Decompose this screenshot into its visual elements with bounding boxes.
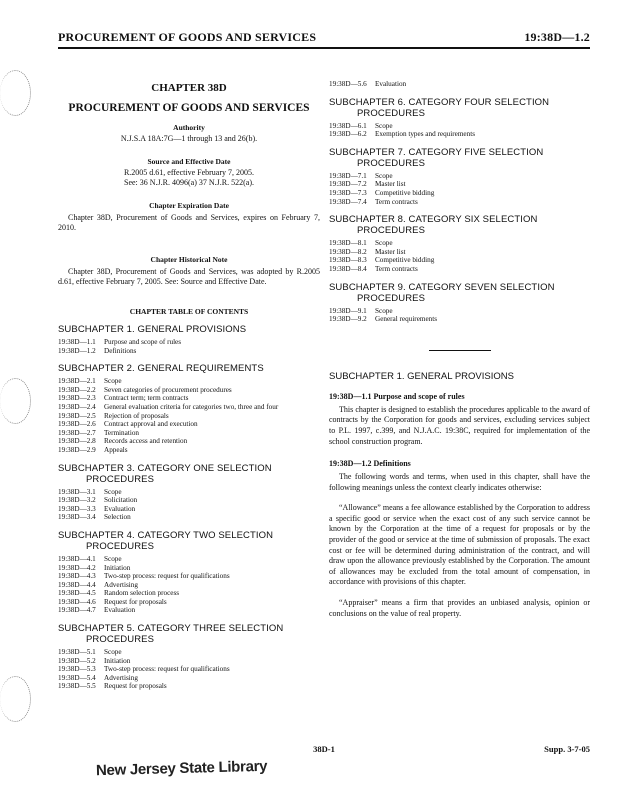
toc-subchapter-title: SUBCHAPTER 3. CATEGORY ONE SELECTION	[58, 462, 272, 474]
toc-entry-title: Exemption types and requirements	[375, 130, 476, 139]
toc-entry-number: 19:38D—4.1	[58, 554, 96, 563]
toc-entry-number: 19:38D—8.3	[329, 256, 367, 265]
toc-entry-number: 19:38D—5.3	[58, 665, 96, 674]
toc-subchapter-heading	[329, 282, 590, 304]
toc-subchapter-title: SUBCHAPTER 6. CATEGORY FOUR SELECTION	[329, 96, 550, 108]
rule-1-text: This chapter is designed to establish the procedures applicable to the award of contracts by the Corporation for goods and services, excluding services subject to P.L. 1997, c.399, and N.J.A.C. 19:38C, required for implementation of the school construction program.	[329, 404, 590, 446]
definition-allowance: “Allowance” means a fee allowance established by the Corporation to address a specific good or service when the exact cost of any such service cannot be known by the Corporation at the time of a request for proposals or by the provider of the good or service at the time of submission of proposals. The exact cost or fee will be determined during administration of the contract, and will draw upon the allowance previously established by the Corporation. The amount of allowances may be excluded from the total amount of compensation, in accordance with provisions of this chapter.	[329, 503, 590, 587]
toc-subchapter-title: SUBCHAPTER 9. CATEGORY SEVEN SELECTION	[329, 281, 555, 293]
authority-heading: Authority	[173, 123, 205, 132]
toc-entry	[58, 682, 320, 691]
toc-entry-number: 19:38D—4.4	[58, 580, 96, 589]
toc-entry	[58, 496, 320, 505]
toc-entry-title: Master list	[375, 247, 406, 256]
toc-entry-number: 19:38D—2.9	[58, 445, 96, 454]
toc-subchapter-title: SUBCHAPTER 8. CATEGORY SIX SELECTION	[329, 214, 538, 226]
header-rule	[58, 47, 590, 49]
toc-entry-number: 19:38D—3.4	[58, 513, 96, 522]
toc-entry-number: 19:38D—4.5	[58, 589, 96, 598]
toc-entry-number: 19:38D—4.7	[58, 606, 96, 615]
toc-entry-title: Solicitation	[104, 496, 138, 505]
toc-entry-number: 19:38D—6.2	[329, 130, 367, 139]
toc-entry	[58, 403, 320, 412]
toc-subchapter-title: SUBCHAPTER 4. CATEGORY TWO SELECTION	[58, 529, 274, 541]
toc-entry	[58, 674, 320, 683]
toc-entry-title: Contract approval and execution	[104, 420, 198, 429]
toc-entry	[58, 589, 320, 598]
toc-entry	[58, 648, 320, 657]
header-title: PROCUREMENT OF GOODS AND SERVICES	[58, 30, 317, 44]
toc-subchapter-heading	[58, 363, 320, 374]
toc-entry	[329, 198, 590, 207]
toc-entry-title: Appeals	[104, 445, 128, 454]
toc-entry-title: Records access and retention	[104, 437, 188, 446]
toc-subchapter-title: SUBCHAPTER 5. CATEGORY THREE SELECTION	[58, 623, 284, 635]
running-header	[58, 30, 590, 45]
toc-entry	[58, 572, 320, 581]
expiration-text: Chapter 38D, Procurement of Goods and Services, expires on February 7, 2010.	[58, 213, 320, 232]
toc-entry-title: Master list	[375, 180, 406, 189]
toc-entry	[58, 665, 320, 674]
toc-entry-number: 19:38D—8.1	[329, 239, 367, 248]
toc-entry-number: 19:38D—9.2	[329, 315, 367, 324]
toc-entry-title: Request for proposals	[104, 682, 167, 691]
authority-text: N.J.S.A 18A:7G—1 through 13 and 26(b).	[120, 134, 258, 143]
toc-subchapter-title: SUBCHAPTER 2. GENERAL REQUIREMENTS	[58, 363, 264, 375]
toc-heading: CHAPTER TABLE OF CONTENTS	[129, 307, 249, 316]
toc-subchapter-heading	[58, 324, 320, 335]
punch-hole	[0, 70, 31, 116]
toc-entry	[58, 386, 320, 395]
toc-subchapter-title-cont: PROCEDURES	[357, 157, 426, 169]
toc-entry	[329, 248, 590, 257]
toc-entry-title: Purpose and scope of rules	[104, 338, 182, 346]
toc-entry-number: 19:38D—8.4	[329, 264, 367, 273]
toc-entry-title: Competitive bidding	[375, 256, 435, 265]
toc-entry-number: 19:38D—2.1	[58, 377, 96, 386]
toc-subchapter-title-cont: PROCEDURES	[357, 107, 426, 119]
toc-entry	[329, 189, 590, 198]
toc-entry-number: 19:38D—4.6	[58, 597, 96, 606]
toc-entry-number: 19:38D—9.1	[329, 306, 367, 315]
toc-subchapter-title: SUBCHAPTER 1. GENERAL PROVISIONS	[58, 324, 247, 335]
toc-entry-title: Selection	[104, 513, 131, 522]
toc-entry	[58, 513, 320, 522]
toc-entry	[329, 180, 590, 189]
toc-entry	[329, 307, 590, 316]
toc-entry-title: Evaluation	[104, 606, 136, 615]
toc-entry-title: Request for proposals	[104, 597, 167, 606]
rule-2-text: The following words and terms, when used in this chapter, shall have the following meanings unless the context clearly indicates otherwise:	[329, 472, 590, 492]
toc-entry-number: 19:38D—2.6	[58, 420, 96, 429]
toc-entry-title: Competitive bidding	[375, 188, 435, 197]
toc-entry-title: Advertising	[104, 580, 138, 589]
toc-list	[58, 555, 320, 615]
toc-entry-title: Evaluation	[375, 80, 407, 88]
history-heading: Chapter Historical Note	[150, 255, 228, 264]
toc-entry-number: 19:38D—5.5	[58, 682, 96, 691]
expiration-heading: Chapter Expiration Date	[149, 201, 229, 210]
toc-entry-number: 19:38D—5.1	[58, 648, 96, 657]
chapter-number: CHAPTER 38D	[151, 82, 227, 94]
toc-entry	[58, 555, 320, 564]
toc-entry-number: 19:38D—5.2	[58, 656, 96, 665]
toc-entry	[329, 172, 590, 181]
toc-entry-number: 19:38D—3.2	[58, 496, 96, 505]
left-column	[58, 78, 320, 691]
history-text: Chapter 38D, Procurement of Goods and Services, was adopted by R.2005 d.61, effective February 7, 2005. See: Source and Effective Date.	[58, 267, 320, 286]
toc-entry-title: General evaluation criteria for categories two, three and four	[104, 402, 279, 411]
body-subchapter-heading: SUBCHAPTER 1. GENERAL PROVISIONS	[329, 370, 514, 382]
section-divider	[429, 350, 491, 351]
toc-entry-number: 19:38D—2.2	[58, 385, 96, 394]
toc-entry	[58, 338, 320, 347]
rule-2-heading: 19:38D—1.2 Definitions	[329, 459, 411, 469]
toc-entry-title: Scope	[375, 306, 393, 315]
toc-subchapter-heading	[58, 530, 320, 552]
punch-hole	[0, 378, 31, 424]
toc-subchapter-title-cont: PROCEDURES	[86, 473, 155, 485]
toc-entry-title: Scope	[104, 648, 122, 657]
chapter-name: PROCUREMENT OF GOODS AND SERVICES	[68, 102, 310, 114]
toc-entry-number: 19:38D—7.4	[329, 197, 367, 206]
toc-list	[58, 338, 320, 355]
toc-entry-title: Two-step process: request for qualifications	[104, 665, 230, 674]
toc-subchapter-heading	[329, 214, 590, 236]
toc-entry-title: Initiation	[104, 656, 131, 665]
toc-entry	[58, 488, 320, 497]
page-number: 38D-1	[313, 744, 335, 754]
toc-subchapter-heading	[58, 463, 320, 485]
toc-entry-number: 19:38D—4.3	[58, 572, 96, 581]
toc-entry-title: Contract term; term contracts	[104, 394, 189, 403]
toc-list	[58, 377, 320, 454]
toc-entry-title: Scope	[104, 377, 122, 386]
toc-entry	[58, 412, 320, 421]
toc-entry-number: 19:38D—7.2	[329, 180, 367, 189]
toc-entry-title: Scope	[104, 487, 122, 496]
toc-left	[58, 324, 320, 691]
toc-entry	[58, 420, 320, 429]
header-section: 19:38D—1.2	[524, 30, 590, 44]
toc-entry-title: Seven categories of procurement procedures	[104, 385, 232, 394]
punch-hole	[0, 676, 31, 722]
toc-entry	[58, 505, 320, 514]
toc-entry-title: Scope	[375, 239, 393, 248]
toc-subchapter-title-cont: PROCEDURES	[86, 634, 155, 646]
library-stamp: New Jersey State Library	[95, 757, 268, 780]
toc-entry	[58, 446, 320, 455]
toc-subchapter-title-cont: PROCEDURES	[357, 225, 426, 237]
toc-entry-number: 19:38D—7.1	[329, 171, 367, 180]
toc-entry-title: Scope	[375, 121, 393, 130]
toc-entry-number: 19:38D—6.1	[329, 121, 367, 130]
toc-entry	[329, 265, 590, 274]
toc-entry-title: Random selection process	[104, 589, 180, 598]
toc-entry-number: 19:38D—8.2	[329, 247, 367, 256]
supplement-date: Supp. 3-7-05	[544, 744, 590, 754]
toc-entry-number: 19:38D—1.1	[58, 338, 96, 346]
toc-entry-number: 19:38D—7.3	[329, 188, 367, 197]
toc-entry-title: General requirements	[375, 315, 438, 324]
toc-subchapter-title-cont: PROCEDURES	[86, 540, 155, 552]
toc-entry-title: Two-step process: request for qualifications	[104, 572, 230, 581]
toc-entry	[58, 377, 320, 386]
toc-list	[329, 172, 590, 206]
toc-entry-title: Initiation	[104, 563, 131, 572]
toc-entry-title: Rejection of proposals	[104, 411, 169, 420]
toc-entry-number: 19:38D—5.6	[329, 80, 367, 88]
toc-entry-number: 19:38D—2.5	[58, 411, 96, 420]
toc-entry-number: 19:38D—2.7	[58, 428, 96, 437]
toc-entry-number: 19:38D—2.3	[58, 394, 96, 403]
toc-entry-number: 19:38D—2.8	[58, 437, 96, 446]
definition-appraiser: “Appraiser” means a firm that provides an unbiased analysis, opinion or conclusions on the value of real property.	[329, 598, 590, 618]
toc-subchapter-heading	[329, 97, 590, 119]
toc-entry-number: 19:38D—5.4	[58, 673, 96, 682]
toc-entry	[329, 130, 590, 139]
toc-subchapter-heading	[329, 147, 590, 169]
toc-entry	[58, 657, 320, 666]
toc-entry	[329, 80, 590, 89]
toc-entry	[58, 581, 320, 590]
toc-entry-title: Term contracts	[375, 264, 418, 273]
toc-entry-number: 19:38D—1.2	[58, 346, 96, 355]
toc-entry-title: Term contracts	[375, 197, 418, 206]
toc-entry	[58, 598, 320, 607]
toc-subchapter-heading	[58, 623, 320, 645]
toc-list	[329, 239, 590, 273]
source-heading: Source and Effective Date	[147, 157, 231, 166]
toc-entry	[329, 315, 590, 324]
toc-entry	[329, 256, 590, 265]
running-footer	[58, 744, 590, 754]
rule-1-heading: 19:38D—1.1 Purpose and scope of rules	[329, 391, 465, 401]
toc-entry-title: Advertising	[104, 673, 138, 682]
toc-entry-number: 19:38D—3.1	[58, 487, 96, 496]
toc-subchapter-title-cont: PROCEDURES	[357, 292, 426, 304]
toc-entry	[58, 394, 320, 403]
source-line-1: R.2005 d.61, effective February 7, 2005.	[123, 168, 255, 177]
toc-entry	[329, 122, 590, 131]
toc-entry-title: Definitions	[104, 346, 137, 355]
toc-list	[329, 122, 590, 139]
toc-subchapter-title: SUBCHAPTER 7. CATEGORY FIVE SELECTION	[329, 146, 544, 158]
toc-list	[58, 488, 320, 522]
toc-entry	[58, 347, 320, 356]
toc-entry-title: Termination	[104, 428, 140, 437]
toc-entry	[58, 429, 320, 438]
toc-entry	[58, 564, 320, 573]
toc-list	[329, 307, 590, 324]
toc-entry-title: Evaluation	[104, 504, 136, 513]
toc-entry	[58, 437, 320, 446]
toc-list	[58, 648, 320, 691]
toc-entry-number: 19:38D—4.2	[58, 563, 96, 572]
toc-entry-number: 19:38D—3.3	[58, 504, 96, 513]
toc-entry-title: Scope	[104, 554, 122, 563]
toc-entry	[329, 239, 590, 248]
toc-right	[329, 97, 590, 324]
toc-entry-title: Scope	[375, 171, 393, 180]
toc-entry	[58, 606, 320, 615]
right-column	[329, 78, 590, 619]
toc-entry-number: 19:38D—2.4	[58, 402, 96, 411]
source-line-2: See: 36 N.J.R. 4096(a) 37 N.J.R. 522(a).	[124, 178, 254, 187]
